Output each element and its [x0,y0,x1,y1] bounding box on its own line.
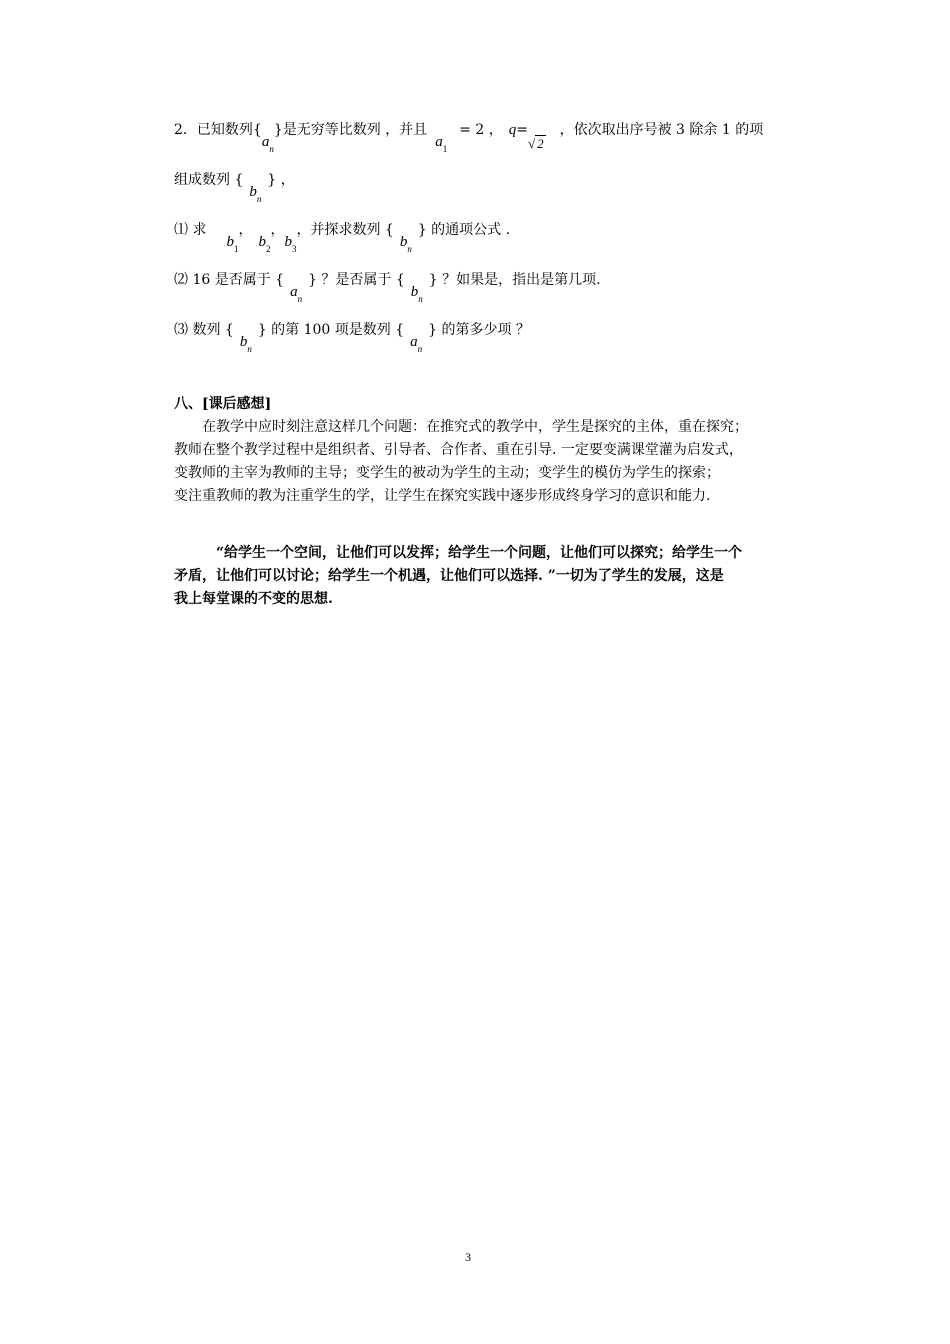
paragraph-line: 在教学中应时刻注意这样几个问题：在推究式的教学中，学生是探究的主体，重在探究； [202,419,748,435]
math-subscript: n [418,294,423,304]
question-label: ⑴ 求 [174,222,207,238]
math-subscript: n [247,344,252,354]
math-bn: b [410,284,419,300]
text-segment: = [516,122,528,138]
question-1 [174,220,511,254]
section-heading: 八、[课后感想] [174,396,272,412]
math-bn: b [239,334,248,350]
paragraph-line: 教师在整个教学过程中是组织者、引导者、合作者、重在引导. 一定要变满课堂灌为启发式， [174,442,743,458]
reflection-paragraph [174,416,824,508]
text-segment: ， [238,222,253,238]
math-b3: b [284,234,292,250]
text-segment: ， [270,222,285,238]
problem-line-1 [174,120,764,154]
math-b2: b [258,234,266,250]
math-a1: a [435,134,443,150]
question-2 [174,270,601,304]
math-an: a [290,284,298,300]
text-segment: } 的第 100 项是数列 { [257,322,405,338]
quote-line: 矛盾，让他们可以讨论；给学生一个机遇，让他们可以选择. ”一切为了学生的发展，这是 [174,568,724,584]
math-a: a [261,134,270,150]
question-label: ⑵ 16 是否属于 { [174,272,285,288]
text-segment: ，依次取出序号被 3 除余 1 的项 [559,122,764,138]
text-segment: ，并探求数列 { [296,222,394,238]
text-segment: 组成数列 { [174,172,244,188]
problem-line-2 [174,170,295,204]
question-label: ⑶ 数列 { [174,322,234,338]
math-bn: b [399,234,408,250]
text-segment: } ， [267,172,295,188]
math-subscript: n [256,194,262,204]
text-segment: 2．已知数列{ [174,122,262,138]
text-segment: = 2 ， [459,122,503,138]
math-b: b [249,184,257,200]
quote-line: 我上每堂课的不变的思想. [174,591,333,607]
quote-paragraph [174,542,824,611]
math-subscript: n [297,294,303,304]
paragraph-line: 变注重教师的教为注重学生的学，让学生在探究实践中逐步形成终身学习的意识和能力. [174,488,711,504]
quote-line: “给学生一个空间，让他们可以发挥；给学生一个问题，让他们可以探究；给学生一个 [216,545,743,561]
sqrt-expression [528,134,546,154]
math-subscript: 1 [233,244,239,254]
math-an: a [410,334,418,350]
text-segment: }是无穷等比数列 ，并且 [273,122,428,138]
text-segment: } ？是否属于 { [308,272,405,288]
math-subscript: n [407,244,412,254]
text-segment: } 的通项公式 . [417,222,511,238]
math-subscript: 1 [442,144,448,154]
sqrt-radicand: 2 [537,136,544,151]
math-subscript: n [417,344,423,354]
text-segment: } ？如果是，指出是第几项. [428,272,601,288]
paragraph-line: 变教师的主宰为教师的主导；变学生的被动为学生的主动；变学生的模仿为学生的探索； [174,465,720,481]
math-subscript: 2 [265,244,271,254]
math-subscript: n [269,144,274,154]
sqrt-sign: √ [527,136,536,151]
math-b1: b [226,234,234,250]
math-q: q [508,122,517,138]
math-subscript: 3 [291,244,297,254]
page-number: 3 [465,1250,471,1264]
text-segment: } 的第多少项 ？ [428,322,530,338]
question-3 [174,320,530,354]
